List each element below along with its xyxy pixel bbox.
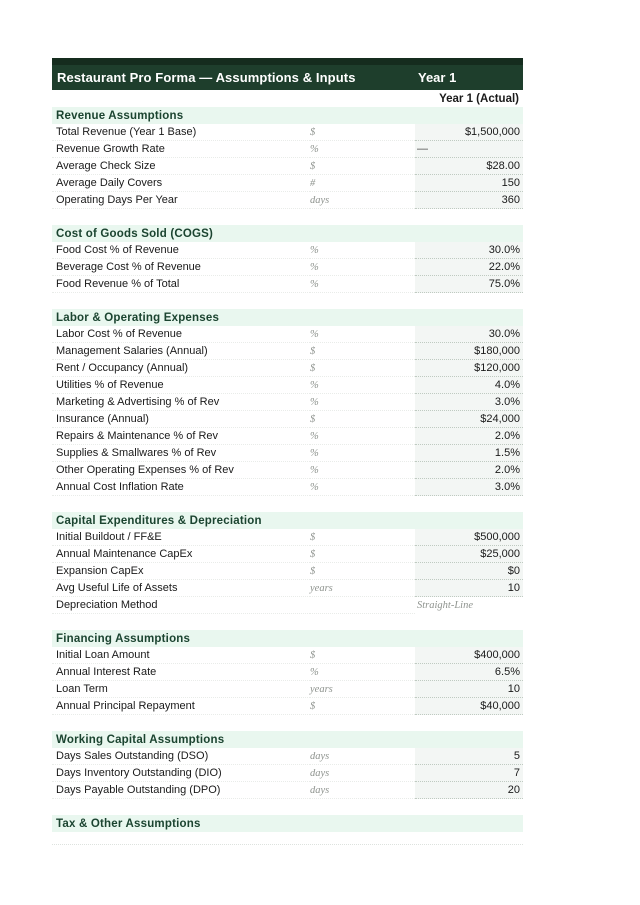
row-label: Supplies & Smallwares % of Rev xyxy=(52,445,310,462)
row-unit: years xyxy=(310,681,415,698)
row-value: 30.0% xyxy=(415,242,523,259)
row-unit: % xyxy=(310,664,415,681)
row-value: 7 xyxy=(415,765,523,782)
row-value: 4.0% xyxy=(415,377,523,394)
table-row xyxy=(52,192,523,209)
row-label: Food Revenue % of Total xyxy=(52,276,310,293)
row-label: Average Daily Covers xyxy=(52,175,310,192)
row-unit: $ xyxy=(310,698,415,715)
table-row xyxy=(52,580,523,597)
row-label: Marketing & Advertising % of Rev xyxy=(52,394,310,411)
row-unit: days xyxy=(310,765,415,782)
row-unit: % xyxy=(310,445,415,462)
row-value: 30.0% xyxy=(415,326,523,343)
row-value: $180,000 xyxy=(415,343,523,360)
row-value: $0 xyxy=(415,563,523,580)
row-value: $500,000 xyxy=(415,529,523,546)
table-row xyxy=(52,698,523,715)
row-value: Straight-Line xyxy=(417,600,474,611)
row-value: 3.0% xyxy=(415,479,523,496)
section-title: Revenue Assumptions xyxy=(56,109,184,122)
section xyxy=(52,512,523,614)
pro-forma-sheet xyxy=(52,58,523,845)
title-bar xyxy=(52,58,523,90)
row-label: Avg Useful Life of Assets xyxy=(52,580,310,597)
table-row xyxy=(52,445,523,462)
row-value: 2.0% xyxy=(415,462,523,479)
row-label: Rent / Occupancy (Annual) xyxy=(52,360,310,377)
table-row xyxy=(52,124,523,141)
row-value: 75.0% xyxy=(415,276,523,293)
section xyxy=(52,731,523,799)
row-value: 150 xyxy=(415,175,523,192)
row-value: — xyxy=(415,141,523,158)
row-label: Operating Days Per Year xyxy=(52,192,310,209)
row-label: Food Cost % of Revenue xyxy=(52,242,310,259)
table-row xyxy=(52,276,523,293)
empty-row-rule xyxy=(52,832,523,845)
section-title: Labor & Operating Expenses xyxy=(56,311,220,324)
row-unit: $ xyxy=(310,647,415,664)
table-row xyxy=(52,546,523,563)
row-unit: % xyxy=(310,276,415,293)
section-header xyxy=(52,309,523,326)
row-unit: $ xyxy=(310,411,415,428)
table-row xyxy=(52,462,523,479)
table-row xyxy=(52,242,523,259)
row-unit: days xyxy=(310,748,415,765)
row-label: Initial Loan Amount xyxy=(52,647,310,664)
row-unit: % xyxy=(310,242,415,259)
row-unit: $ xyxy=(310,529,415,546)
row-label: Expansion CapEx xyxy=(52,563,310,580)
section-title: Financing Assumptions xyxy=(56,632,191,645)
section xyxy=(52,309,523,496)
row-label: Annual Maintenance CapEx xyxy=(52,546,310,563)
row-label: Annual Principal Repayment xyxy=(52,698,310,715)
table-row xyxy=(52,597,523,614)
row-unit: % xyxy=(310,428,415,445)
row-label: Repairs & Maintenance % of Rev xyxy=(52,428,310,445)
row-unit: days xyxy=(310,782,415,799)
section-header xyxy=(52,815,523,832)
section-header xyxy=(52,630,523,647)
row-value: 20 xyxy=(415,782,523,799)
row-unit: # xyxy=(310,175,415,192)
row-unit: $ xyxy=(310,360,415,377)
section-header xyxy=(52,512,523,529)
row-value: 360 xyxy=(415,192,523,209)
row-value: 10 xyxy=(415,580,523,597)
row-label: Days Inventory Outstanding (DIO) xyxy=(52,765,310,782)
section xyxy=(52,225,523,293)
row-label: Days Sales Outstanding (DSO) xyxy=(52,748,310,765)
section-header xyxy=(52,107,523,124)
row-value: $28.00 xyxy=(415,158,523,175)
row-label: Loan Term xyxy=(52,681,310,698)
table-row xyxy=(52,428,523,445)
table-row xyxy=(52,343,523,360)
row-unit: % xyxy=(310,377,415,394)
row-unit: % xyxy=(310,479,415,496)
row-value: 10 xyxy=(415,681,523,698)
table-row xyxy=(52,259,523,276)
row-value: 22.0% xyxy=(415,259,523,276)
row-unit xyxy=(310,597,415,614)
row-value: $25,000 xyxy=(415,546,523,563)
section xyxy=(52,107,523,209)
section-title: Tax & Other Assumptions xyxy=(56,817,201,830)
row-label: Annual Cost Inflation Rate xyxy=(52,479,310,496)
table-row xyxy=(52,326,523,343)
section-header xyxy=(52,731,523,748)
table-row xyxy=(52,563,523,580)
row-label: Revenue Growth Rate xyxy=(52,141,310,158)
row-label: Total Revenue (Year 1 Base) xyxy=(52,124,310,141)
row-label: Utilities % of Revenue xyxy=(52,377,310,394)
row-value: 2.0% xyxy=(415,428,523,445)
column-header-row xyxy=(52,90,523,107)
row-unit: % xyxy=(310,259,415,276)
section xyxy=(52,630,523,715)
row-value: 6.5% xyxy=(415,664,523,681)
row-label: Average Check Size xyxy=(52,158,310,175)
table-row xyxy=(52,411,523,428)
table-row xyxy=(52,782,523,799)
row-value: $120,000 xyxy=(415,360,523,377)
row-unit: years xyxy=(310,580,415,597)
row-label: Other Operating Expenses % of Rev xyxy=(52,462,310,479)
row-label: Management Salaries (Annual) xyxy=(52,343,310,360)
row-label: Beverage Cost % of Revenue xyxy=(52,259,310,276)
row-label: Initial Buildout / FF&E xyxy=(52,529,310,546)
row-label: Days Payable Outstanding (DPO) xyxy=(52,782,310,799)
row-label: Labor Cost % of Revenue xyxy=(52,326,310,343)
table-row xyxy=(52,647,523,664)
table-row xyxy=(52,765,523,782)
row-unit: $ xyxy=(310,158,415,175)
table-row xyxy=(52,158,523,175)
row-value: $40,000 xyxy=(415,698,523,715)
row-unit: $ xyxy=(310,563,415,580)
section-title: Capital Expenditures & Depreciation xyxy=(56,514,262,527)
table-row xyxy=(52,479,523,496)
section-title: Cost of Goods Sold (COGS) xyxy=(56,227,214,240)
row-value: $1,500,000 xyxy=(415,124,523,141)
table-row xyxy=(52,748,523,765)
title-year-label: Year 1 xyxy=(418,70,457,85)
table-row xyxy=(52,664,523,681)
section xyxy=(52,815,523,845)
row-unit: % xyxy=(310,462,415,479)
table-row xyxy=(52,394,523,411)
row-unit: % xyxy=(310,141,415,158)
row-unit: $ xyxy=(310,343,415,360)
row-unit: % xyxy=(310,326,415,343)
row-label: Insurance (Annual) xyxy=(52,411,310,428)
row-unit: days xyxy=(310,192,415,209)
table-row xyxy=(52,360,523,377)
row-value: $24,000 xyxy=(415,411,523,428)
table-row xyxy=(52,681,523,698)
section-title: Working Capital Assumptions xyxy=(56,733,225,746)
sections-container xyxy=(52,107,523,845)
table-row xyxy=(52,141,523,158)
row-unit: $ xyxy=(310,546,415,563)
row-value: 5 xyxy=(415,748,523,765)
row-label: Depreciation Method xyxy=(52,597,310,614)
section-header xyxy=(52,225,523,242)
row-value: $400,000 xyxy=(415,647,523,664)
table-row xyxy=(52,377,523,394)
column-header-year1-actual: Year 1 (Actual) xyxy=(439,92,519,105)
table-row xyxy=(52,529,523,546)
row-value: 3.0% xyxy=(415,394,523,411)
table-row xyxy=(52,175,523,192)
row-unit: $ xyxy=(310,124,415,141)
row-value: 1.5% xyxy=(415,445,523,462)
row-label: Annual Interest Rate xyxy=(52,664,310,681)
row-unit: % xyxy=(310,394,415,411)
page-title: Restaurant Pro Forma — Assumptions & Inputs xyxy=(57,70,356,85)
